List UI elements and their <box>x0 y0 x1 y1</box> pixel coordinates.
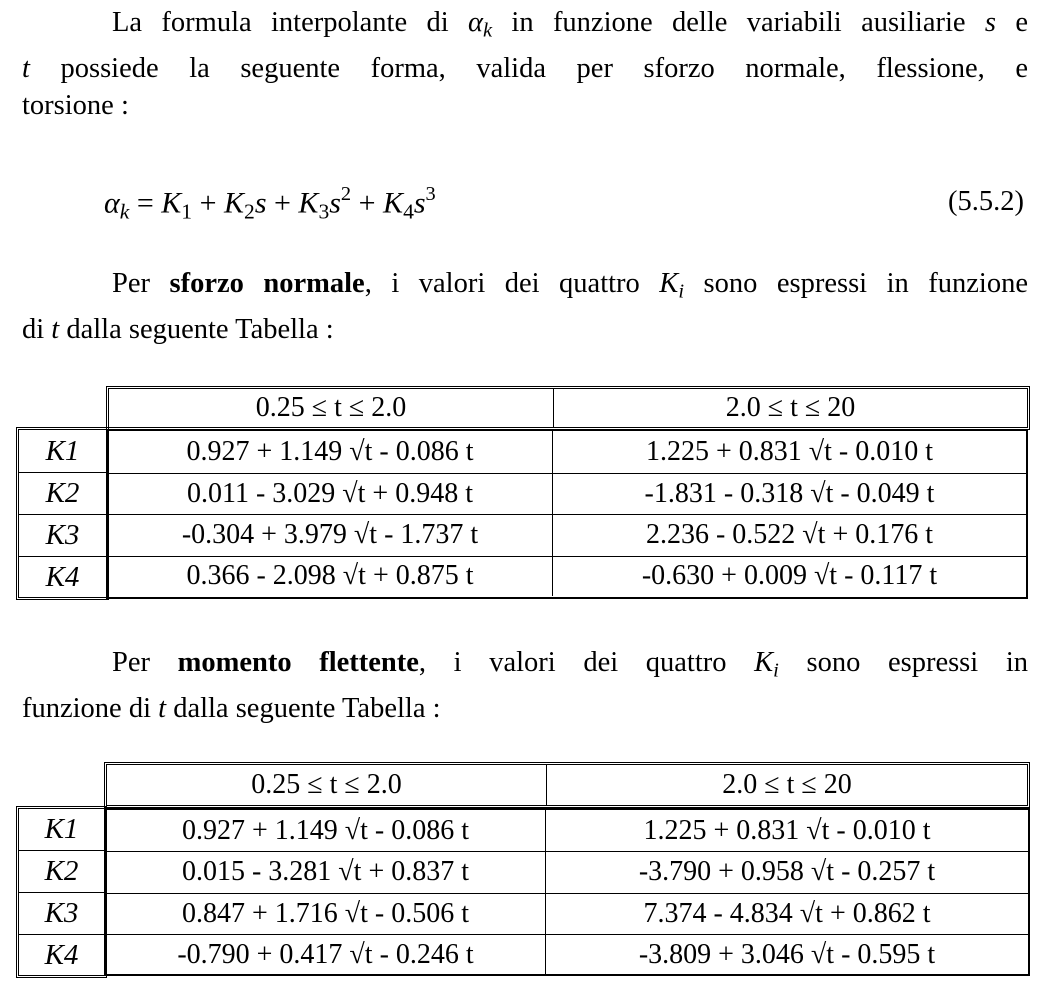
bold-term: sforzo normale <box>169 268 365 299</box>
eq-alpha: α <box>104 186 120 220</box>
eq-exp3: 3 <box>425 183 436 205</box>
table-cell: 0.366 - 2.098 √t + 0.875 t <box>186 560 474 591</box>
table-row <box>108 473 1026 515</box>
table-row <box>106 934 1028 974</box>
eq-plus: + <box>266 186 299 220</box>
intro-line-2 <box>22 50 1028 87</box>
var-t: t <box>51 313 60 345</box>
header-cell: 0.25 ≤ t ≤ 2.0 <box>251 769 402 800</box>
k-label: K3 <box>19 892 104 934</box>
table-row <box>106 851 1028 893</box>
intro-text: La formula interpolante di <box>112 7 468 38</box>
para-text: sono espressi in <box>778 647 1028 678</box>
table-cell: 2.236 - 0.522 √t + 0.176 t <box>552 515 1026 556</box>
header-cell: 2.0 ≤ t ≤ 20 <box>546 765 1027 805</box>
table-cell: 1.225 + 0.831 √t - 0.010 t <box>552 431 1026 473</box>
table-cell: -3.809 + 3.046 √t - 0.595 t <box>545 935 1028 974</box>
para-text: Per <box>112 268 170 299</box>
moment-line-1 <box>22 644 1028 690</box>
eq-plus: + <box>192 186 224 220</box>
table-row <box>108 514 1026 556</box>
table-cell: 1.225 + 0.831 √t - 0.010 t <box>545 810 1028 851</box>
var-t: t <box>158 692 167 724</box>
k-label: K2 <box>19 850 104 892</box>
para-text: funzione di <box>22 692 159 724</box>
header-cell: 2.0 ≤ t ≤ 20 <box>553 389 1027 427</box>
para-text: , i valori dei quattro <box>418 647 755 678</box>
ki-symbol: K <box>659 268 679 299</box>
var-t: t <box>22 52 30 84</box>
para-text: , i valori dei quattro <box>364 268 660 299</box>
intro-line-1 <box>22 4 1028 50</box>
table-header <box>106 386 1030 430</box>
intro-line-3 <box>22 87 1028 124</box>
var-s: s <box>984 7 996 38</box>
k-label: K4 <box>19 556 106 597</box>
alpha-subscript: k <box>482 19 493 42</box>
intro-paragraph <box>22 4 1028 124</box>
ki-symbol: K <box>754 647 774 678</box>
table-cell: 0.015 - 3.281 √t + 0.837 t <box>181 856 470 888</box>
table-row <box>108 431 1026 473</box>
eq-k1: K <box>161 186 182 220</box>
eq-plus: + <box>351 186 384 220</box>
normal-force-paragraph <box>22 265 1028 348</box>
k-label: K2 <box>19 472 106 514</box>
table-cell: -0.304 + 3.979 √t - 1.737 t <box>181 519 479 551</box>
eq-s: s <box>254 186 267 220</box>
eq-k4: K <box>383 186 404 220</box>
table-row <box>106 893 1028 935</box>
equation <box>104 183 436 225</box>
ki-subscript: i <box>773 659 779 682</box>
eq-k4-sub: 4 <box>403 199 414 224</box>
para-text: Per <box>112 647 178 678</box>
ki-subscript: i <box>678 280 685 303</box>
normal-line-2 <box>22 311 1028 348</box>
bending-moment-paragraph <box>22 644 1028 727</box>
intro-text: possiede la seguente forma, valida per sforzo normale, flessione, e <box>29 52 1028 84</box>
para-text: sono espressi in funzione <box>684 268 1028 299</box>
eq-equals: = <box>129 186 162 220</box>
eq-alpha-sub: k <box>119 199 130 224</box>
alpha-symbol: α <box>467 7 483 38</box>
table-cell: 0.011 - 3.029 √t + 0.948 t <box>186 477 473 509</box>
table-cell: 7.374 - 4.834 √t + 0.862 t <box>545 894 1028 935</box>
eq-k2-sub: 2 <box>244 199 255 224</box>
table-body <box>106 429 1028 599</box>
moment-line-2 <box>22 690 1028 727</box>
table-header <box>104 762 1030 808</box>
header-cell: 0.25 ≤ t ≤ 2.0 <box>255 392 407 423</box>
k-label: K1 <box>45 434 80 467</box>
table-row <box>106 810 1028 851</box>
intro-text: torsione : <box>22 89 129 121</box>
normal-line-1 <box>22 265 1028 311</box>
eq-s: s <box>329 186 341 220</box>
equation-number: (5.5.2) <box>948 186 1024 217</box>
k-label: K3 <box>19 514 106 556</box>
k-label: K4 <box>19 934 104 975</box>
table-cell: 0.847 + 1.716 √t - 0.506 t <box>181 897 470 929</box>
k-label-column <box>16 427 109 600</box>
para-text: dalla seguente Tabella : <box>59 313 334 345</box>
table-cell: -1.831 - 0.318 √t - 0.049 t <box>552 474 1026 515</box>
para-text: di <box>22 313 52 345</box>
para-text: dalla seguente Tabella : <box>166 692 441 724</box>
eq-k2: K <box>224 186 245 220</box>
table-cell: -3.790 + 0.958 √t - 0.257 t <box>545 852 1028 893</box>
table-cell: 0.927 + 1.149 √t - 0.086 t <box>181 814 470 846</box>
intro-text: in funzione delle variabili ausiliarie <box>492 7 985 38</box>
bold-term: momento flettente <box>177 647 419 678</box>
eq-exp2: 2 <box>340 183 352 205</box>
table-cell: -0.790 + 0.417 √t - 0.246 t <box>177 938 474 970</box>
table-body <box>104 808 1030 976</box>
eq-k1-sub: 1 <box>181 199 193 224</box>
table-cell: 0.927 + 1.149 √t - 0.086 t <box>186 435 474 467</box>
table-row <box>108 556 1026 596</box>
k-label: K1 <box>44 813 79 845</box>
eq-k3-sub: 3 <box>318 199 330 224</box>
eq-s: s <box>413 186 426 220</box>
table-cell: -0.630 + 0.009 √t - 0.117 t <box>552 557 1026 596</box>
intro-text: e <box>995 7 1028 38</box>
k-label-column <box>16 806 107 978</box>
eq-k3: K <box>298 186 319 220</box>
